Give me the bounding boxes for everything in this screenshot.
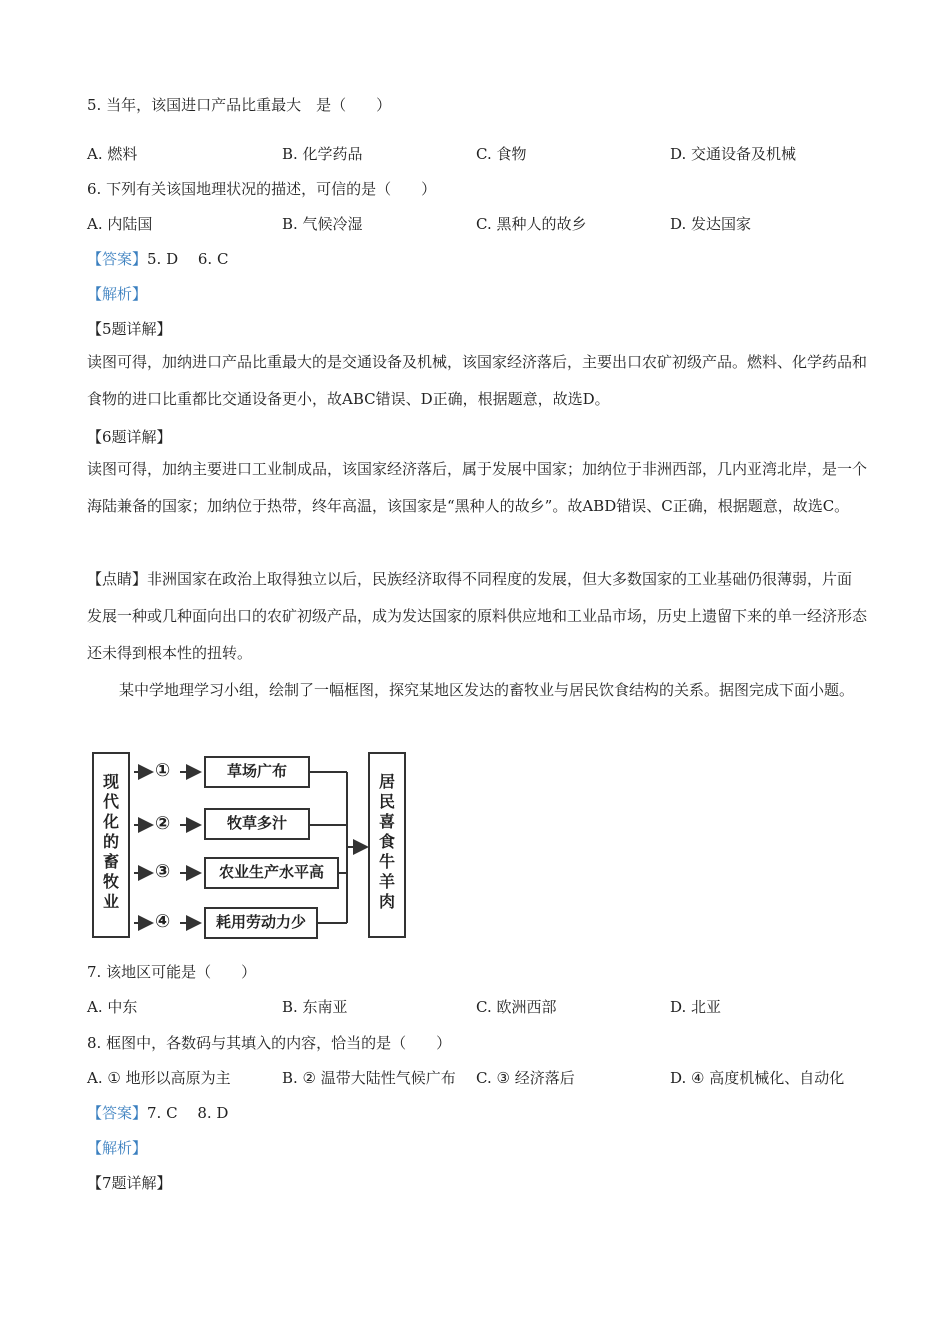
answer-tag-2: 【答案】	[87, 1104, 148, 1122]
tip-block	[87, 561, 867, 672]
answer-text: 5. D 6. C	[147, 250, 229, 268]
diagram-left-box	[92, 752, 130, 938]
answer-line-1	[87, 248, 228, 269]
detail7-head: 【7题详解】	[87, 1174, 172, 1192]
q8-option-c: C. ③ 经济落后	[476, 1069, 575, 1087]
q7-option-c: C. 欧洲西部	[476, 998, 557, 1016]
detail6-head: 【6题详解】	[87, 428, 172, 446]
diagram-right-label: 居民喜食牛羊肉	[378, 772, 395, 911]
q8-option-d: D. ④ 高度机械化、自动化	[670, 1069, 845, 1087]
analysis-tag: 【解析】	[87, 285, 148, 303]
q6-option-c: C. 黑种人的故乡	[476, 215, 587, 233]
diagram-left-label: 现代化的畜牧业	[102, 772, 119, 911]
q6-option-d: D. 发达国家	[670, 215, 752, 233]
detail5-head: 【5题详解】	[87, 320, 172, 338]
q5-stem: 5. 当年，该国进口产品比重最大 是（ ）	[87, 96, 392, 114]
q7-option-b: B. 东南亚	[282, 998, 348, 1016]
q7-stem: 7. 该地区可能是（ ）	[87, 963, 257, 981]
answer-tag: 【答案】	[87, 250, 148, 268]
flow-diagram	[90, 750, 415, 945]
q7-option-d: D. 北亚	[670, 998, 722, 1016]
diagram-num-3: ③	[155, 861, 171, 882]
q6-stem: 6. 下列有关该国地理状况的描述，可信的是（ ）	[87, 180, 437, 198]
q6-option-a: A. 内陆国	[87, 215, 153, 233]
detail5-text: 读图可得，加纳进口产品比重最大的是交通设备及机械，该国家经济落后，主要出口农矿初级产品。燃料、化学药品和食物的进口比重都比交通设备更小，故ABC错误、D正确，根据题意，故选D。	[87, 353, 868, 408]
diagram-box-1: 草场广布	[204, 756, 310, 788]
q5-option-a: A. 燃料	[87, 145, 138, 163]
answer-line-2	[87, 1102, 228, 1123]
q8-option-b: B. ② 温带大陆性气候广布	[282, 1069, 456, 1087]
analysis-tag-2: 【解析】	[87, 1139, 148, 1157]
diagram-num-1: ①	[155, 760, 171, 781]
q8-option-a: A. ① 地形以高原为主	[87, 1069, 231, 1087]
answer-text-2: 7. C 8. D	[147, 1104, 229, 1122]
q5-option-b: B. 化学药品	[282, 145, 363, 163]
diagram-right-box	[368, 752, 406, 938]
q5-option-c: C. 食物	[476, 145, 527, 163]
q8-stem: 8. 框图中，各数码与其填入的内容，恰当的是（ ）	[87, 1034, 452, 1052]
diagram-box-4: 耗用劳动力少	[204, 907, 318, 939]
intro-paragraph: 某中学地理学习小组，绘制了一幅框图，探究某地区发达的畜牧业与居民饮食结构的关系。据图完成下面小题。	[119, 681, 855, 699]
diagram-num-4: ④	[155, 911, 171, 932]
tip-text: 非洲国家在政治上取得独立以后，民族经济取得不同程度的发展，但大多数国家的工业基础仍很薄弱，片面发展一种或几种面向出口的农矿初级产品，成为发达国家的原料供应地和工业品市场，历史上遗留下来的单一经济形态还未得到根本性的扭转。	[87, 570, 868, 662]
diagram-num-2: ②	[155, 813, 171, 834]
q5-option-d: D. 交通设备及机械	[670, 145, 797, 163]
tip-head: 【点睛】	[87, 570, 148, 588]
diagram-box-2: 牧草多汁	[204, 808, 310, 840]
q7-option-a: A. 中东	[87, 998, 138, 1016]
q6-option-b: B. 气候冷湿	[282, 215, 363, 233]
diagram-box-3: 农业生产水平高	[204, 857, 339, 889]
detail6-text: 读图可得，加纳主要进口工业制成品，该国家经济落后，属于发展中国家；加纳位于非洲西部，几内亚湾北岸，是一个海陆兼备的国家；加纳位于热带，终年高温，该国家是“黑种人的故乡”。故ABD错误、C正确，根据题意，故选C。	[87, 460, 868, 515]
